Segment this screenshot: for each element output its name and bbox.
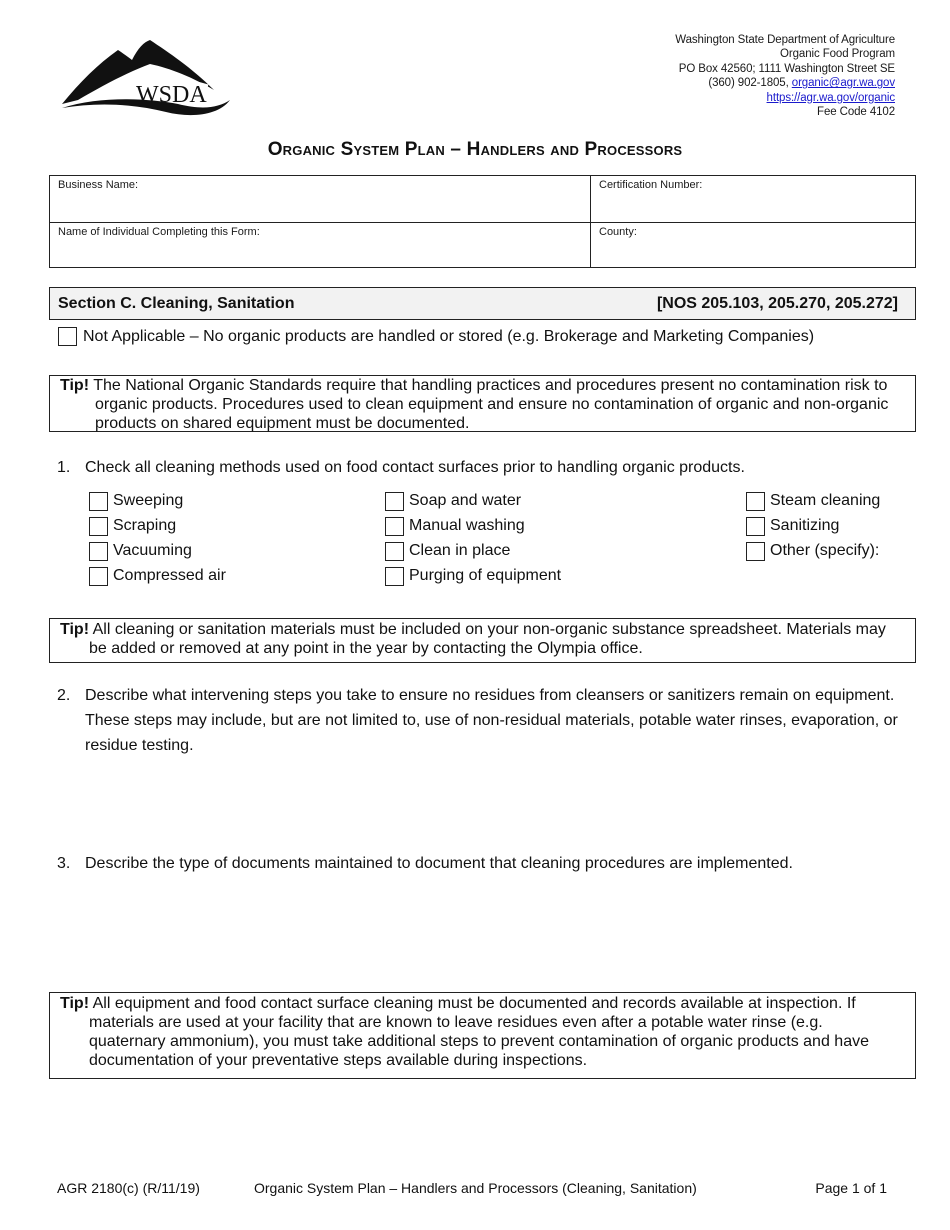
tip-box-2	[49, 618, 916, 663]
section-title: Section C. Cleaning, Sanitation	[58, 294, 295, 312]
page-number: Page 1 of 1	[815, 1180, 887, 1196]
question-3	[57, 851, 917, 876]
form-title: Organic System Plan – Handlers and Processors	[267, 139, 683, 160]
county-field[interactable]	[590, 222, 915, 268]
business-name-field[interactable]	[50, 176, 590, 222]
tip-label: Tip!	[60, 621, 90, 638]
sweeping-checkbox[interactable]	[89, 492, 108, 511]
question-number: 1.	[57, 459, 71, 476]
tip-text: The National Organic Standards require that handling practices and procedures present no contamination risk to organic products. Procedures used to clean equipment and ensure no contamination of organic and non-organic products on shared equipment must be documented.	[89, 377, 889, 432]
not-applicable-checkbox[interactable]	[58, 327, 77, 346]
vacuuming-checkbox[interactable]	[89, 542, 108, 561]
option-label: Manual washing	[409, 517, 525, 534]
option-clean-in-place	[385, 540, 510, 562]
option-purging-of-equipment	[385, 565, 561, 587]
question-text: Check all cleaning methods used on food contact surfaces prior to handling organic products.	[85, 459, 745, 476]
option-label: Vacuuming	[113, 542, 192, 559]
phone-email-line	[675, 76, 895, 90]
section-reference: [NOS 205.103, 205.270, 205.272]	[656, 294, 898, 312]
agency-phone: (360) 902-1805,	[708, 77, 792, 90]
certification-number-field[interactable]	[590, 176, 915, 222]
option-sweeping	[89, 490, 183, 512]
certification-number-label: Certification Number:	[599, 179, 703, 191]
wsda-logo	[58, 38, 234, 116]
tip-label: Tip!	[60, 377, 90, 394]
form-number: AGR 2180(c) (R/11/19)	[57, 1180, 200, 1196]
footer-form-name: Organic System Plan – Handlers and Processors (Cleaning, Sanitation)	[254, 1180, 697, 1196]
question-number: 2.	[57, 687, 71, 704]
compressed-air-checkbox[interactable]	[89, 567, 108, 586]
option-label: Clean in place	[409, 542, 511, 559]
option-scraping	[89, 515, 176, 537]
question-text: Describe what intervening steps you take to ensure no residues from cleansers or sanitizers remain on equipment. These steps may include, but are not limited to, use of non-residual materials, potable water rinses, evaporation, or residue testing.	[85, 687, 898, 754]
purging-of-equipment-checkbox[interactable]	[385, 567, 404, 586]
tip-box-1	[49, 375, 916, 432]
option-label: Steam cleaning	[770, 492, 881, 509]
option-sanitizing	[746, 515, 839, 537]
tip-text: All equipment and food contact surface cleaning must be documented and records available at inspection. If materials are used at your facility that are known to leave residues even after a potable water rinse (e.g. quaternary ammonium), you must take additional steps to prevent contamination of organic products and have documentation of your preventative steps available during inspections.	[89, 995, 869, 1069]
email-link[interactable]: organic@agr.wa.gov	[791, 77, 895, 90]
option-label: Compressed air	[113, 567, 226, 584]
option-other-specify	[746, 540, 879, 562]
option-label: Scraping	[113, 517, 177, 534]
website-link[interactable]: https://agr.wa.gov/organic	[766, 91, 895, 104]
wsda-logo-text: WSDA	[136, 82, 207, 108]
not-applicable-label: Not Applicable – No organic products are handled or stored (e.g. Brokerage and Marketing Companies)	[83, 327, 815, 345]
section-header	[49, 287, 916, 320]
question-text: Describe the type of documents maintained to document that cleaning procedures are implemented.	[85, 855, 793, 872]
option-manual-washing	[385, 515, 525, 537]
tip-box-3	[49, 992, 916, 1079]
option-label: Sanitizing	[770, 517, 840, 534]
sanitizing-checkbox[interactable]	[746, 517, 765, 536]
agency-contact-block	[675, 33, 895, 119]
scraping-checkbox[interactable]	[89, 517, 108, 536]
individual-name-field[interactable]	[50, 222, 590, 268]
manual-washing-checkbox[interactable]	[385, 517, 404, 536]
not-applicable-option	[58, 327, 814, 346]
individual-name-label: Name of Individual Completing this Form:	[58, 226, 260, 238]
tip-label: Tip!	[60, 995, 90, 1012]
question-2	[57, 683, 917, 758]
option-label: Sweeping	[113, 492, 184, 509]
other-specify-checkbox[interactable]	[746, 542, 765, 561]
option-steam-cleaning	[746, 490, 880, 512]
option-label: Other (specify):	[770, 542, 880, 559]
agency-name: Washington State Department of Agriculture	[675, 34, 895, 46]
option-compressed-air	[89, 565, 226, 587]
clean-in-place-checkbox[interactable]	[385, 542, 404, 561]
soap-and-water-checkbox[interactable]	[385, 492, 404, 511]
business-name-label: Business Name:	[58, 179, 139, 191]
agency-address: PO Box 42560; 1111 Washington Street SE	[678, 62, 895, 75]
tip-text: All cleaning or sanitation materials must be included on your non-organic substance spreadsheet. Materials may be added or removed at any point in the year by contacting the Olympia office.	[89, 621, 886, 657]
option-soap-and-water	[385, 490, 521, 512]
option-vacuuming	[89, 540, 192, 562]
question-number: 3.	[57, 855, 71, 872]
business-info-table	[49, 175, 916, 268]
county-label: County:	[599, 226, 637, 238]
fee-code: Fee Code 4102	[817, 106, 895, 119]
program-name: Organic Food Program	[780, 48, 895, 61]
option-label: Purging of equipment	[409, 567, 562, 584]
question-1	[57, 455, 745, 480]
option-label: Soap and water	[409, 492, 522, 509]
steam-cleaning-checkbox[interactable]	[746, 492, 765, 511]
